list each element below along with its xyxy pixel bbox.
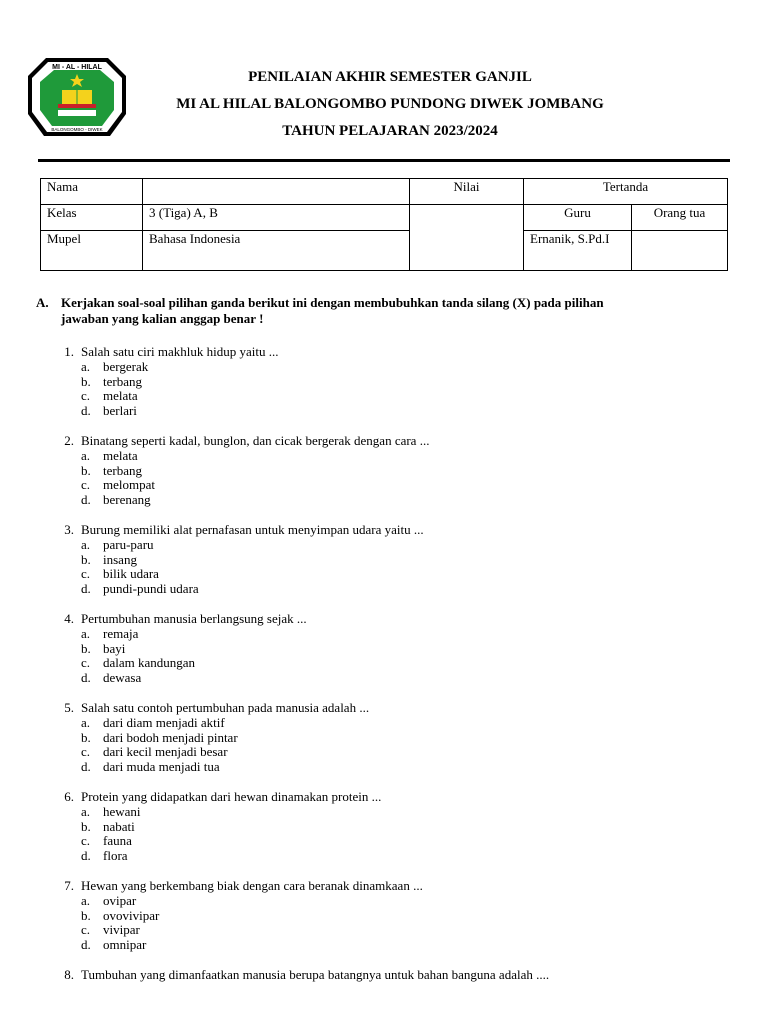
guru-name: Ernanik, S.Pd.I (524, 231, 632, 271)
option-letter: b. (81, 818, 91, 834)
option-text: berenang (103, 492, 151, 508)
question-text: Pertumbuhan manusia berlangsung sejak ... (81, 611, 307, 626)
option-text: melata (103, 388, 138, 404)
section-a-instruction (36, 295, 716, 327)
logo-bottom-text: BALONGOMBO - DIWEK (51, 127, 103, 132)
kelas-value: 3 (Tiga) A, B (143, 205, 410, 231)
question-number: 5. (64, 700, 74, 715)
option-letter: a. (81, 358, 91, 374)
option-text: insang (103, 551, 137, 567)
option-letter: d. (81, 492, 91, 508)
option-text: bergerak (103, 358, 149, 374)
nilai-label: Nilai (410, 179, 524, 205)
option-text: berlari (103, 403, 137, 419)
mupel-label: Mupel (41, 231, 143, 271)
guru-label: Guru (524, 205, 632, 231)
header-divider (38, 159, 730, 162)
option-text: bayi (103, 640, 126, 656)
option-text: ovipar (103, 892, 137, 908)
option-text: dewasa (103, 670, 142, 686)
option-text: fauna (103, 833, 132, 849)
option-text: pundi-pundi udara (103, 581, 199, 597)
option-letter: c. (81, 655, 91, 671)
tertanda-label: Tertanda (524, 179, 728, 205)
option-text: dari bodoh menjadi pintar (103, 729, 238, 745)
question-text: Burung memiliki alat pernafasan untuk menyimpan udara yaitu ... (81, 522, 424, 537)
question-text: Salah satu contoh pertumbuhan pada manusia adalah ... (81, 700, 370, 715)
option-text: dari kecil menjadi besar (103, 744, 228, 760)
question-number: 3. (64, 522, 74, 537)
option-letter: c. (81, 922, 91, 938)
option-letter: a. (81, 625, 91, 641)
option-text: vivipar (103, 922, 140, 938)
option-text: melata (103, 447, 138, 463)
orangtua-signature[interactable] (632, 231, 728, 271)
nama-label: Nama (41, 179, 143, 205)
option-letter: c. (81, 477, 91, 493)
logo-top-text: MI - AL - HILAL (52, 64, 102, 71)
option-text: flora (103, 848, 128, 864)
option-letter: d. (81, 403, 91, 419)
option-letter: c. (81, 833, 91, 849)
option-text: ovovivipar (103, 907, 160, 923)
option-letter: b. (81, 462, 91, 478)
option-letter: c. (81, 388, 91, 404)
orangtua-label: Orang tua (632, 205, 728, 231)
option-letter: d. (81, 759, 91, 775)
option-text: dari muda menjadi tua (103, 759, 220, 775)
mupel-value: Bahasa Indonesia (143, 231, 410, 271)
option-letter: a. (81, 803, 91, 819)
nilai-value[interactable] (410, 205, 524, 271)
option-text: dari diam menjadi aktif (103, 714, 225, 730)
option-letter: b. (81, 907, 91, 923)
option-text: omnipar (103, 937, 147, 953)
option-letter: a. (81, 447, 91, 463)
instruction-line-1: Kerjakan soal-soal pilihan ganda berikut ini dengan membubuhkan tanda silang (X) pada pilihan (61, 295, 604, 310)
header-school: MI AL HILAL BALONGOMBO PUNDONG DIWEK JOMBANG (176, 96, 604, 112)
option-text: hewani (103, 803, 141, 819)
option-text: remaja (103, 625, 139, 641)
option-letter: a. (81, 714, 91, 730)
question-text: Tumbuhan yang dimanfaatkan manusia berupa batangnya untuk bahan banguna adalah .... (81, 967, 550, 982)
nama-value[interactable] (143, 179, 410, 205)
question-text: Binatang seperti kadal, bunglon, dan cicak bergerak dengan cara ... (81, 433, 430, 448)
option-letter: d. (81, 848, 91, 864)
question-number: 2. (64, 433, 74, 448)
section-label: A. (36, 295, 49, 310)
question-number: 6. (64, 789, 74, 804)
header-title: PENILAIAN AKHIR SEMESTER GANJIL (248, 69, 532, 85)
document-header (140, 64, 640, 145)
option-letter: b. (81, 373, 91, 389)
option-letter: b. (81, 551, 91, 567)
option-text: paru-paru (103, 536, 154, 552)
question-text: Salah satu ciri makhluk hidup yaitu ... (81, 344, 279, 359)
option-letter: a. (81, 892, 91, 908)
option-text: melompat (103, 477, 155, 493)
header-year: TAHUN PELAJARAN 2023/2024 (282, 123, 498, 139)
question-text: Hewan yang berkembang biak dengan cara beranak dinamkaan ... (81, 878, 423, 893)
student-info-table (40, 178, 728, 271)
option-letter: c. (81, 566, 91, 582)
question-number: 4. (64, 611, 74, 626)
school-logo (18, 52, 136, 144)
question-number: 1. (64, 344, 74, 359)
option-text: terbang (103, 373, 142, 389)
question-number: 8. (64, 967, 74, 982)
option-letter: b. (81, 640, 91, 656)
option-text: terbang (103, 462, 142, 478)
question-text: Protein yang didapatkan dari hewan dinamakan protein ... (81, 789, 382, 804)
kelas-label: Kelas (41, 205, 143, 231)
option-letter: b. (81, 729, 91, 745)
option-letter: d. (81, 937, 91, 953)
instruction-line-2: jawaban yang kalian anggap benar ! (61, 311, 264, 326)
option-text: nabati (103, 818, 135, 834)
option-letter: a. (81, 536, 91, 552)
option-text: bilik udara (103, 566, 159, 582)
question-number: 7. (64, 878, 74, 893)
option-text: dalam kandungan (103, 655, 196, 671)
option-letter: c. (81, 744, 91, 760)
option-letter: d. (81, 581, 91, 597)
option-letter: d. (81, 670, 91, 686)
